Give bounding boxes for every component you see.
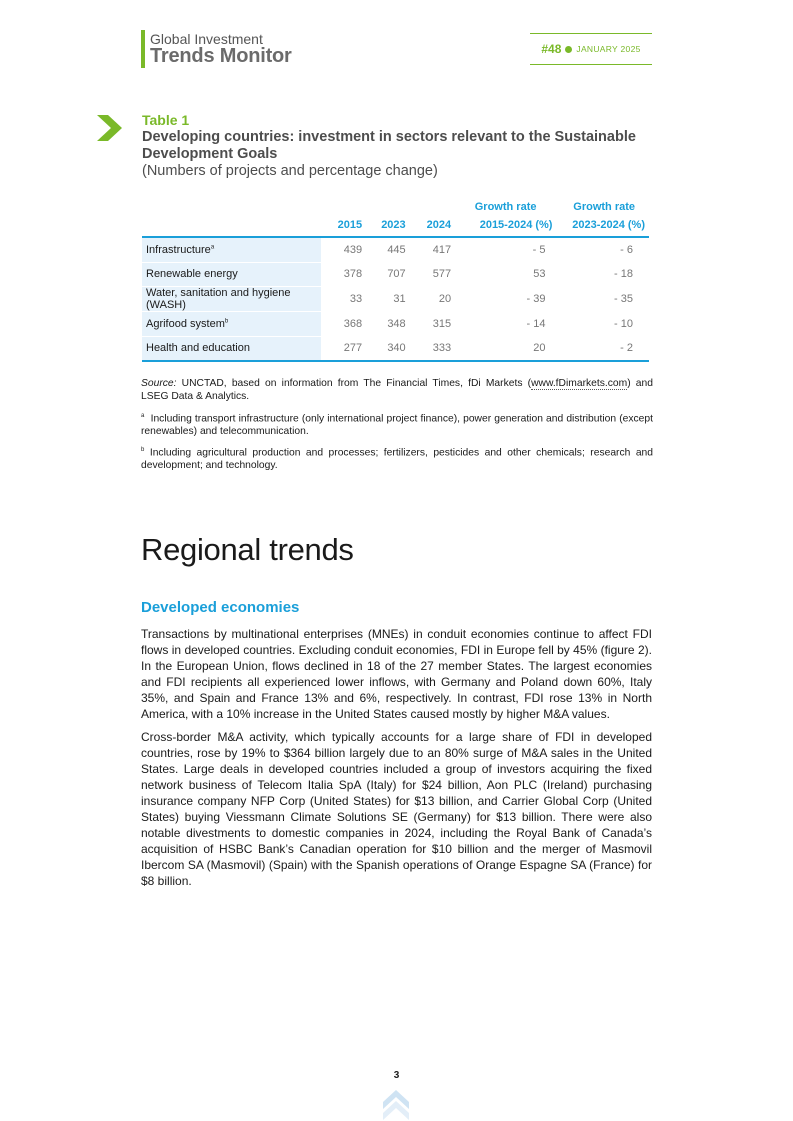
sector-cell: Renewable energy xyxy=(142,262,321,287)
growth-2023-2024-cell: - 6 xyxy=(556,237,649,262)
growth-2015-2024-cell: 20 xyxy=(455,336,556,361)
chevron-up-icon xyxy=(382,1089,410,1121)
sector-cell: Health and education xyxy=(142,336,321,361)
table-row xyxy=(142,287,649,312)
body-paragraph-2: Cross-border M&A activity, which typically accounts for a large share of FDI in developed countries, rose by 19% to $364 billion largely due to an 80% surge of M&A sales in the United States. Large deals in developed countries included a group of investors acquiring the fixed network business of Telecom Italia SpA (Italy) for $24 billion, Aon PLC (Ireland) purchasing insurance company NFP Corp (United States) for $13 billion, and Carrier Global Corp (United States) buying Viessmann Climate Solutions SE (Germany) for $13 billion. There were also notable divestments to domestic companies in 2024, including the Royal Bank of Canada’s acquisition of HSBC Bank’s Canadian operation for $10 billion and the merger of Masmovil Ibercom SA (Masmovil) (Spain) with the Spanish operations of Orange Espagne SA (France) for $8 billion. xyxy=(141,730,652,888)
source-label: Source: xyxy=(141,378,177,389)
growth-2015-2024-cell: - 14 xyxy=(455,312,556,337)
value-2015-cell: 277 xyxy=(321,336,366,361)
value-2023-cell: 31 xyxy=(366,287,410,312)
table-title: Developing countries: investment in sectors relevant to the Sustainable Development Goals xyxy=(142,129,636,162)
sector-cell: Water, sanitation and hygiene (WASH) xyxy=(142,287,321,312)
source-note: Source: UNCTAD, based on information from The Financial Times, fDi Markets (www.fDimarkets.com) and LSEG Data & Analytics. xyxy=(141,378,653,402)
table-header-row-1 xyxy=(142,198,649,216)
footnote-a-mark: a xyxy=(141,413,145,419)
bullet-dot-icon xyxy=(565,46,572,53)
value-2023-cell: 707 xyxy=(366,262,410,287)
footnote-b-text: Including agricultural production and processes; fertilizers, pesticides and other chemicals; research and development; and technology. xyxy=(141,447,653,472)
value-2024-cell: 333 xyxy=(410,336,455,361)
value-2024-cell: 20 xyxy=(410,287,455,312)
value-2015-cell: 33 xyxy=(321,287,366,312)
value-2023-cell: 445 xyxy=(366,237,410,262)
chevron-right-icon xyxy=(95,113,125,143)
col-2024: 2024 xyxy=(426,219,452,231)
value-2015-cell: 368 xyxy=(321,312,366,337)
footnote-b-mark: b xyxy=(141,447,145,453)
table-label: Table 1 xyxy=(142,112,190,128)
section-subtitle: Developed economies xyxy=(141,599,300,616)
issue-number: #48 xyxy=(541,42,562,56)
footnote-a xyxy=(141,410,653,438)
col-2015: 2015 xyxy=(337,219,363,231)
growth-2023-2024-cell: - 35 xyxy=(556,287,649,312)
page-number: 3 xyxy=(393,1070,400,1081)
issue-date: JANUARY 2025 xyxy=(576,44,641,54)
growth-2023-2024-cell: - 10 xyxy=(556,312,649,337)
table-row xyxy=(142,262,649,287)
value-2023-cell: 340 xyxy=(366,336,410,361)
col-2023: 2023 xyxy=(381,219,406,231)
sector-cell: Agrifood system$^b$ xyxy=(142,312,321,337)
col-growth-2015-2024-line1: Growth rate xyxy=(474,201,537,213)
brand-name-line2: Trends Monitor xyxy=(150,45,292,67)
table-row xyxy=(142,336,649,361)
value-2024-cell: 315 xyxy=(410,312,455,337)
sdg-investment-table xyxy=(142,198,649,362)
col-growth-2023-2024-line1: Growth rate xyxy=(573,201,635,213)
col-growth-2023-2024-line2: 2023-2024 (%) xyxy=(572,219,645,231)
value-2024-cell: 577 xyxy=(410,262,455,287)
growth-2015-2024-cell: - 39 xyxy=(455,287,556,312)
section-title: Regional trends xyxy=(141,532,354,567)
sector-cell: Infrastructure$^a$ xyxy=(142,237,321,262)
growth-2023-2024-cell: - 18 xyxy=(556,262,649,287)
fdimarkets-link[interactable]: www.fDimarkets.com xyxy=(531,378,628,389)
value-2024-cell: 417 xyxy=(410,237,455,262)
growth-2015-2024-cell: 53 xyxy=(455,262,556,287)
table-row xyxy=(142,312,649,337)
value-2015-cell: 439 xyxy=(321,237,366,262)
value-2023-cell: 348 xyxy=(366,312,410,337)
footnote-b xyxy=(141,444,653,472)
growth-2023-2024-cell: - 2 xyxy=(556,336,649,361)
footnote-a-text: Including transport infrastructure (only international project finance), power generation and distribution (except renewables) and telecommunication. xyxy=(141,413,653,438)
table-header-row-2 xyxy=(142,216,649,237)
brand-accent-bar xyxy=(141,30,145,68)
body-paragraph-1: Transactions by multinational enterprises (MNEs) in conduit economies continue to affect FDI flows in developed countries. Excluding conduit economies, FDI in Europe fell by 45% (figure 2). In the European Union, flows declined in 18 of the 27 member States. The largest economies and FDI recipients all experienced lower inflows, with Germany and Poland down 60%, Italy 35%, and Spain and France 13% and 6%, respectively. In contrast, FDI rose 13% in North America, with a 10% increase in the United States caused mostly by higher M&A values. xyxy=(141,627,652,721)
table-subtitle: (Numbers of projects and percentage change) xyxy=(142,163,438,179)
value-2015-cell: 378 xyxy=(321,262,366,287)
issue-badge xyxy=(530,33,652,65)
growth-2015-2024-cell: - 5 xyxy=(455,237,556,262)
table-row xyxy=(142,237,649,262)
col-growth-2015-2024-line2: 2015-2024 (%) xyxy=(479,219,553,231)
brand-name-line1: Global Investment xyxy=(150,31,263,47)
